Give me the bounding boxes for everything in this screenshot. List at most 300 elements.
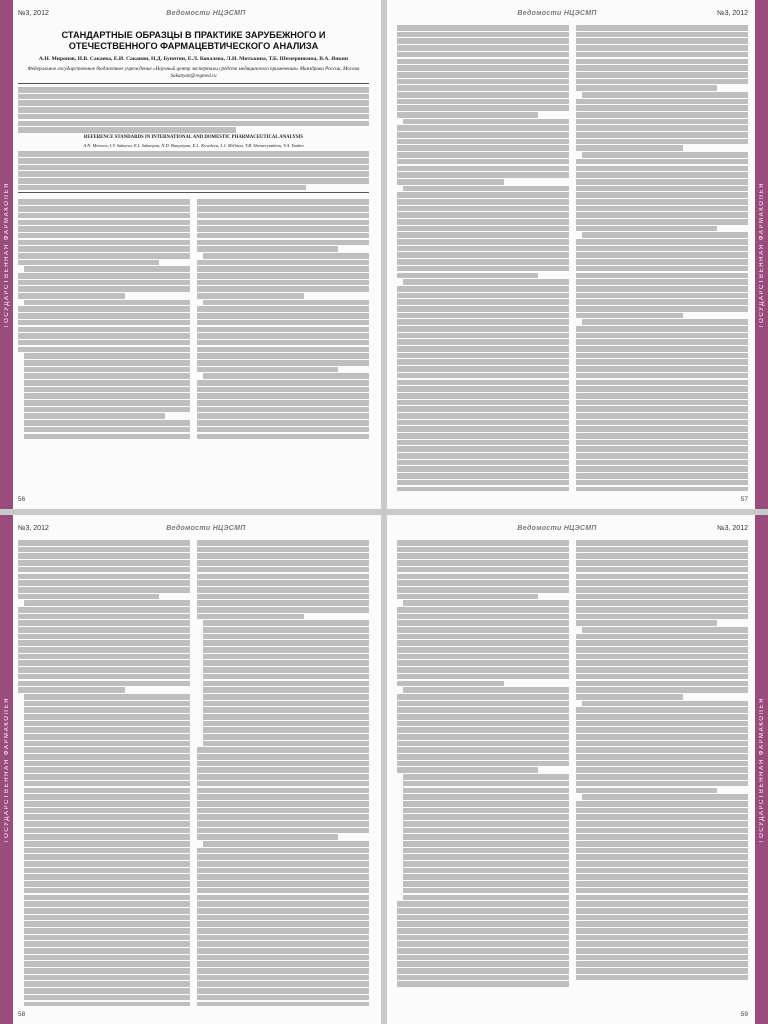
text-line	[397, 112, 538, 118]
text-line	[397, 339, 569, 345]
text-line	[582, 627, 748, 633]
article-affiliation	[18, 66, 369, 79]
text-line	[197, 614, 304, 620]
page-body	[18, 539, 369, 1006]
journal-name: Ведомости НЦЭСМП	[166, 524, 246, 532]
text-line	[576, 353, 748, 359]
text-line	[18, 171, 369, 177]
text-line	[197, 988, 369, 994]
text-line	[18, 158, 369, 164]
text-line	[24, 734, 190, 740]
text-line	[24, 834, 190, 840]
text-line	[24, 868, 190, 874]
text-line	[397, 901, 569, 907]
text-line	[576, 59, 748, 65]
text-line	[397, 420, 569, 426]
text-line	[576, 339, 748, 345]
text-line	[397, 560, 569, 566]
text-line	[18, 178, 369, 184]
text-line	[24, 794, 190, 800]
text-line	[397, 266, 569, 272]
text-line	[24, 407, 190, 413]
text-line	[397, 721, 569, 727]
column-left	[397, 24, 569, 491]
text-line	[18, 333, 190, 339]
text-line	[397, 426, 569, 432]
column-right	[197, 539, 369, 1006]
text-line	[24, 721, 190, 727]
text-line	[397, 32, 569, 38]
text-line	[197, 280, 369, 286]
text-line	[24, 948, 190, 954]
text-line	[397, 293, 569, 299]
text-line	[397, 540, 569, 546]
text-line	[203, 300, 369, 306]
text-line	[18, 226, 190, 232]
column-right	[576, 24, 748, 491]
text-line	[197, 854, 369, 860]
text-line	[576, 808, 748, 814]
text-line	[403, 801, 569, 807]
text-line	[576, 145, 683, 151]
text-line	[18, 213, 190, 219]
text-line	[397, 487, 569, 491]
text-line	[203, 701, 369, 707]
text-line	[576, 346, 748, 352]
text-line	[397, 353, 569, 359]
text-line	[24, 767, 190, 773]
text-line	[397, 574, 569, 580]
text-line	[24, 975, 190, 981]
text-line	[18, 560, 190, 566]
text-line	[397, 627, 569, 633]
text-columns	[397, 539, 748, 1006]
abstract-en-title: REFERENCE STANDARDS IN INTERNATIONAL AND DOMESTIC PHARMACEUTICAL ANALYSIS	[83, 134, 304, 140]
text-line	[397, 440, 569, 446]
text-line	[197, 767, 369, 773]
text-line	[576, 313, 683, 319]
text-line	[24, 761, 190, 767]
page-number: 58	[18, 1011, 26, 1018]
text-line	[24, 266, 190, 272]
text-line	[197, 948, 369, 954]
text-line	[18, 100, 369, 106]
text-line	[576, 487, 748, 491]
text-line	[18, 280, 190, 286]
text-line	[24, 988, 190, 994]
text-line	[397, 65, 569, 71]
text-line	[576, 594, 748, 600]
text-line	[18, 306, 190, 312]
text-line	[18, 607, 190, 613]
text-line	[18, 253, 190, 259]
text-line	[576, 580, 748, 586]
text-line	[576, 38, 748, 44]
text-line	[197, 941, 369, 947]
text-line	[397, 145, 569, 151]
text-line	[24, 901, 190, 907]
text-line	[397, 587, 569, 593]
text-line	[24, 1002, 190, 1006]
text-line	[576, 406, 748, 412]
text-line	[397, 961, 569, 967]
text-line	[576, 747, 748, 753]
text-line	[576, 908, 748, 914]
text-line	[403, 868, 569, 874]
journal-name: Ведомости НЦЭСМП	[166, 9, 246, 17]
text-line	[203, 647, 369, 653]
text-line	[18, 273, 190, 279]
text-line	[397, 681, 504, 687]
text-line	[397, 928, 569, 934]
text-line	[397, 400, 569, 406]
text-line	[397, 935, 569, 941]
text-line	[576, 119, 748, 125]
text-line	[24, 367, 190, 373]
text-line	[576, 460, 748, 466]
text-line	[18, 94, 369, 100]
text-line	[576, 453, 748, 459]
page-header	[397, 521, 748, 535]
text-line	[24, 801, 190, 807]
text-line	[576, 540, 748, 546]
text-line	[197, 961, 369, 967]
text-line	[576, 721, 748, 727]
text-line	[397, 654, 569, 660]
text-line	[576, 199, 748, 205]
text-line	[397, 306, 569, 312]
text-line	[397, 192, 569, 198]
text-line	[403, 861, 569, 867]
text-line	[576, 186, 748, 192]
text-line	[576, 326, 748, 332]
text-line	[397, 319, 569, 325]
text-line	[576, 239, 748, 245]
text-line	[397, 179, 504, 185]
text-line	[397, 232, 569, 238]
text-line	[18, 206, 190, 212]
text-line	[576, 921, 748, 927]
text-line	[397, 667, 569, 673]
text-line	[397, 674, 569, 680]
text-line	[203, 721, 369, 727]
text-line	[197, 333, 369, 339]
text-line	[576, 366, 748, 372]
text-line	[197, 747, 369, 753]
text-line	[397, 948, 569, 954]
text-line	[203, 640, 369, 646]
text-line	[197, 547, 369, 553]
text-columns	[397, 24, 748, 491]
text-line	[397, 166, 569, 172]
text-line	[197, 861, 369, 867]
text-line	[576, 741, 748, 747]
text-line	[403, 186, 569, 192]
text-line	[24, 881, 190, 887]
text-line	[576, 212, 748, 218]
text-line	[576, 861, 748, 867]
text-line	[203, 727, 369, 733]
text-line	[576, 266, 748, 272]
text-line	[397, 92, 569, 98]
text-line	[197, 320, 369, 326]
side-strip	[0, 0, 13, 509]
text-line	[24, 360, 190, 366]
text-line	[576, 433, 748, 439]
text-line	[576, 85, 717, 91]
text-line	[576, 380, 748, 386]
text-line	[24, 968, 190, 974]
page-body	[18, 24, 369, 491]
text-line	[397, 594, 538, 600]
text-line	[576, 574, 748, 580]
text-line	[18, 199, 190, 205]
text-line	[197, 761, 369, 767]
text-line	[203, 620, 369, 626]
text-line	[197, 220, 369, 226]
text-line	[397, 660, 569, 666]
text-line	[397, 547, 569, 553]
text-line	[397, 761, 569, 767]
text-line	[576, 560, 748, 566]
text-line	[197, 834, 338, 840]
text-line	[197, 935, 369, 941]
text-line	[24, 888, 190, 894]
text-line	[197, 781, 369, 787]
text-line	[576, 279, 748, 285]
text-line	[403, 895, 569, 901]
text-line	[397, 52, 569, 58]
text-line	[576, 754, 748, 760]
text-line	[576, 65, 748, 71]
issue-label: №3, 2012	[717, 524, 748, 532]
text-line	[24, 781, 190, 787]
text-line	[18, 553, 190, 559]
abstract-en	[18, 150, 369, 190]
text-line	[397, 45, 569, 51]
text-line	[397, 393, 569, 399]
text-line	[576, 955, 748, 961]
text-line	[197, 814, 369, 820]
text-line	[24, 848, 190, 854]
text-line	[576, 373, 748, 379]
text-line	[197, 407, 369, 413]
text-line	[576, 834, 748, 840]
text-line	[397, 553, 569, 559]
text-line	[18, 246, 190, 252]
text-line	[576, 466, 748, 472]
text-line	[18, 687, 125, 693]
text-line	[576, 935, 748, 941]
text-line	[18, 667, 190, 673]
text-line	[576, 473, 748, 479]
text-line	[18, 121, 369, 127]
text-line	[576, 868, 748, 874]
text-line	[397, 299, 569, 305]
text-line	[403, 888, 569, 894]
text-line	[24, 393, 190, 399]
text-line	[576, 848, 748, 854]
text-line	[18, 151, 369, 157]
text-line	[24, 353, 190, 359]
text-line	[397, 105, 569, 111]
text-line	[582, 319, 748, 325]
text-line	[197, 367, 338, 373]
text-line	[576, 941, 748, 947]
text-line	[24, 727, 190, 733]
text-line	[18, 547, 190, 553]
text-line	[197, 808, 369, 814]
side-strip	[755, 0, 768, 509]
text-line	[197, 955, 369, 961]
text-line	[576, 788, 717, 794]
text-line	[576, 694, 683, 700]
text-line	[397, 219, 569, 225]
text-line	[18, 87, 369, 93]
text-line	[18, 165, 369, 171]
text-line	[397, 741, 569, 747]
text-line	[403, 781, 569, 787]
text-line	[397, 313, 569, 319]
text-line	[197, 915, 369, 921]
text-line	[576, 714, 748, 720]
text-line	[24, 747, 190, 753]
text-line	[576, 393, 748, 399]
text-line	[576, 132, 748, 138]
text-line	[397, 446, 569, 452]
text-line	[397, 125, 569, 131]
text-line	[576, 975, 748, 981]
text-line	[24, 981, 190, 987]
text-line	[24, 701, 190, 707]
text-line	[397, 701, 569, 707]
text-line	[197, 347, 369, 353]
text-line	[24, 400, 190, 406]
text-line	[18, 286, 190, 292]
text-line	[197, 400, 369, 406]
text-line	[582, 232, 748, 238]
text-line	[403, 119, 569, 125]
text-line	[197, 794, 369, 800]
text-line	[403, 687, 569, 693]
text-line	[576, 828, 748, 834]
text-line	[24, 941, 190, 947]
text-line	[403, 834, 569, 840]
text-line	[397, 694, 569, 700]
page-header	[18, 521, 363, 535]
text-line	[576, 874, 748, 880]
text-line	[397, 968, 569, 974]
text-line	[397, 647, 569, 653]
text-line	[576, 99, 748, 105]
text-line	[397, 386, 569, 392]
text-line	[397, 326, 569, 332]
text-line	[576, 734, 748, 740]
side-strip-label: ГОСУДАРСТВЕННАЯ ФАРМАКОПЕЯ	[758, 181, 765, 328]
text-line	[576, 707, 748, 713]
text-line	[397, 714, 569, 720]
text-line	[197, 293, 304, 299]
text-line	[397, 620, 569, 626]
page-number: 56	[18, 496, 26, 503]
text-line	[197, 206, 369, 212]
text-line	[397, 480, 569, 486]
text-line	[24, 413, 165, 419]
text-line	[576, 192, 748, 198]
text-line	[197, 774, 369, 780]
text-line	[197, 540, 369, 546]
text-line	[576, 179, 748, 185]
text-line	[24, 300, 190, 306]
text-line	[197, 553, 369, 559]
text-line	[197, 975, 369, 981]
text-line	[24, 854, 190, 860]
text-line	[24, 828, 190, 834]
text-line	[576, 25, 748, 31]
text-line	[397, 921, 569, 927]
text-line	[576, 814, 748, 820]
text-line	[197, 380, 369, 386]
page-number: 59	[740, 1011, 748, 1018]
text-line	[576, 647, 748, 653]
text-line	[18, 540, 190, 546]
issue-label: №3, 2012	[717, 9, 748, 17]
text-line	[197, 607, 369, 613]
text-line	[397, 975, 569, 981]
text-line	[397, 453, 569, 459]
text-line	[18, 620, 190, 626]
text-line	[576, 139, 748, 145]
text-line	[197, 413, 369, 419]
text-line	[397, 747, 569, 753]
text-line	[397, 466, 569, 472]
text-line	[24, 961, 190, 967]
text-line	[24, 814, 190, 820]
text-line	[576, 359, 748, 365]
text-line	[18, 614, 190, 620]
text-line	[576, 767, 748, 773]
text-line	[24, 788, 190, 794]
text-line	[197, 560, 369, 566]
text-line	[397, 59, 569, 65]
text-line	[397, 199, 569, 205]
text-line	[18, 634, 190, 640]
text-line	[197, 1002, 369, 1006]
text-line	[397, 580, 569, 586]
text-line	[576, 32, 748, 38]
text-line	[203, 714, 369, 720]
text-line	[197, 580, 369, 586]
text-line	[576, 226, 717, 232]
text-line	[397, 38, 569, 44]
text-line	[576, 112, 748, 118]
text-line	[403, 814, 569, 820]
text-line	[576, 915, 748, 921]
text-line	[576, 446, 748, 452]
page-58	[0, 515, 381, 1024]
issue-label: №3, 2012	[18, 524, 49, 532]
text-line	[576, 888, 748, 894]
text-line	[18, 654, 190, 660]
text-line	[397, 406, 569, 412]
text-line	[403, 808, 569, 814]
text-line	[203, 741, 369, 747]
text-line	[576, 781, 748, 787]
text-line	[397, 955, 569, 961]
text-line	[203, 707, 369, 713]
text-line	[576, 801, 748, 807]
text-line	[576, 252, 748, 258]
